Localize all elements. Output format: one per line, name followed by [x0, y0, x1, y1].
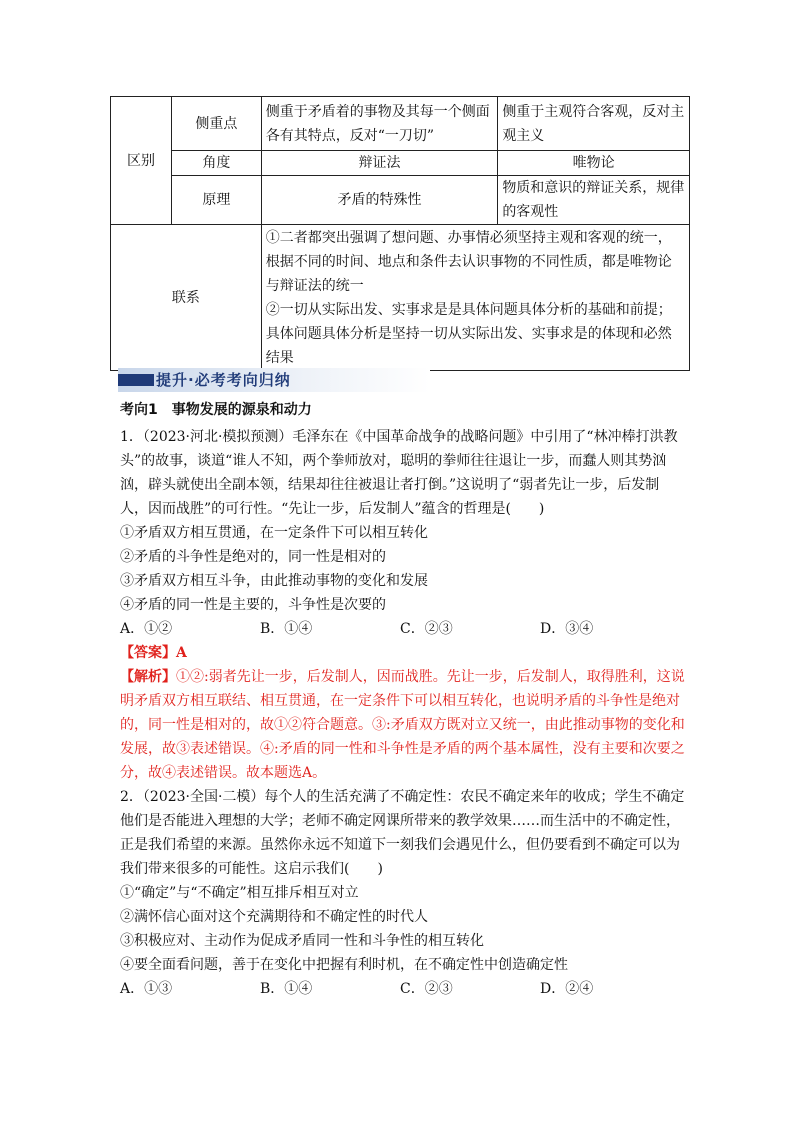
lianxi-cell: 联系 [111, 225, 262, 371]
q2-option-d: D．②④ [540, 981, 594, 997]
q1-item: ②矛盾的斗争性是绝对的，同一性是相对的 [120, 549, 386, 565]
row-label-cezhongdian: 侧重点 [171, 97, 261, 151]
lianxi-point-2: ②一切从实际出发、实事求是是具体问题具体分析的基础和前提；具体问题具体分析是坚持一切从实际出发、实事求是的体现和必然结果 [265, 301, 672, 366]
cell-materialism-focus: 侧重于主观符合客观，反对主观主义 [498, 97, 690, 151]
q1-item: ④矛盾的同一性是主要的，斗争性是次要的 [120, 597, 386, 613]
cell-dialectics-angle: 辩证法 [261, 151, 498, 176]
q1-option-d: D．③④ [540, 621, 594, 637]
cell-materialism-principle: 物质和意识的辩证关系，规律的客观性 [498, 176, 690, 225]
lianxi-content [261, 225, 689, 371]
row-label-yuanli: 原理 [171, 176, 261, 225]
q2-option-a: A．①③ [120, 981, 173, 997]
q1-option-a: A．①② [120, 621, 173, 637]
lianxi-point-1: ①二者都突出强调了想问题、办事情必须坚持主观和客观的统一，根据不同的时间、地点和条件去认识事物的不同性质，都是唯物论与辩证法的统一 [265, 229, 672, 294]
q2-options [120, 977, 686, 1001]
content [120, 398, 686, 1001]
q2-option-c: C．②③ [400, 981, 453, 997]
q1-item: ①矛盾双方相互贯通，在一定条件下可以相互转化 [120, 525, 428, 541]
section-title: 考向1 事物发展的源泉和动力 [120, 402, 312, 418]
q2-option-b: B．①④ [260, 981, 313, 997]
q2-item: ③积极应对、主动作为促成矛盾同一性和斗争性的相互转化 [120, 933, 484, 949]
q2-item: ①“确定”与“不确定”相互排斥相互对立 [120, 885, 359, 901]
analysis-label: 【解析】 [120, 669, 176, 685]
cell-dialectics-principle: 矛盾的特殊性 [261, 176, 498, 225]
q1-answer [120, 641, 686, 665]
q1-stem: 1．（2023·河北·模拟预测）毛泽东在《中国革命战争的战略问题》中引用了“林冲棒打洪教头”的故事，谈道“谁人不知，两个拳师放对，聪明的拳师往往退让一步，而蠢人则其势汹汹，辟头就使出全副本领，结果却往往被退让者打倒。”这说明了“弱者先让一步，后发制人，因而战胜”的可行性。“先让一步，后发制人”蕴含的哲理是( ) [120, 429, 678, 517]
q2-item: ②满怀信心面对这个充满期待和不确定性的时代人 [120, 909, 428, 925]
analysis-text: ①②:弱者先让一步，后发制人，因而战胜。先让一步，后发制人，取得胜利，这说明矛盾双方相互联结、相互贯通，在一定条件下可以相互转化，也说明矛盾的斗争性是绝对的，同一性是相对的，故①②符合题意。③:矛盾双方既对立又统一，由此推动事物的变化和发展，故③表述错误。④:矛盾的同一性和斗争性是矛盾的两个基本属性，没有主要和次要之分，故④表述错误。故本题选A。 [120, 669, 685, 781]
cell-materialism-angle: 唯物论 [498, 151, 690, 176]
answer-label: 【答案】 [120, 645, 176, 661]
q2-stem: 2．（2023·全国·二模）每个人的生活充满了不确定性：农民不确定来年的收成；学生不确定他们是否能进入理想的大学；老师不确定网课所带来的教学效果……而生活中的不确定性，正是我们希望的来源。虽然你永远不知道下一刻我们会遇见什么，但仍要看到不确定可以为我们带来很多的可能性。这启示我们( ) [120, 789, 685, 877]
q1-analysis [120, 665, 686, 785]
q1-option-c: C．②③ [400, 621, 453, 637]
answer-value: A [176, 645, 187, 661]
q1-options [120, 617, 686, 641]
qubie-cell: 区别 [111, 97, 172, 225]
q1-item: ③矛盾双方相互斗争，由此推动事物的变化和发展 [120, 573, 428, 589]
comparison-table [110, 96, 690, 371]
row-label-jiaodu: 角度 [171, 151, 261, 176]
cell-dialectics-focus: 侧重于矛盾着的事物及其每一个侧面各有其特点，反对“一刀切” [261, 97, 498, 151]
section-banner [118, 368, 430, 392]
banner-title: 提升·必考考向归纳 [156, 371, 291, 389]
banner-bar [118, 374, 154, 386]
q1-option-b: B．①④ [260, 621, 313, 637]
q2-item: ④要全面看问题，善于在变化中把握有利时机，在不确定性中创造确定性 [120, 957, 568, 973]
